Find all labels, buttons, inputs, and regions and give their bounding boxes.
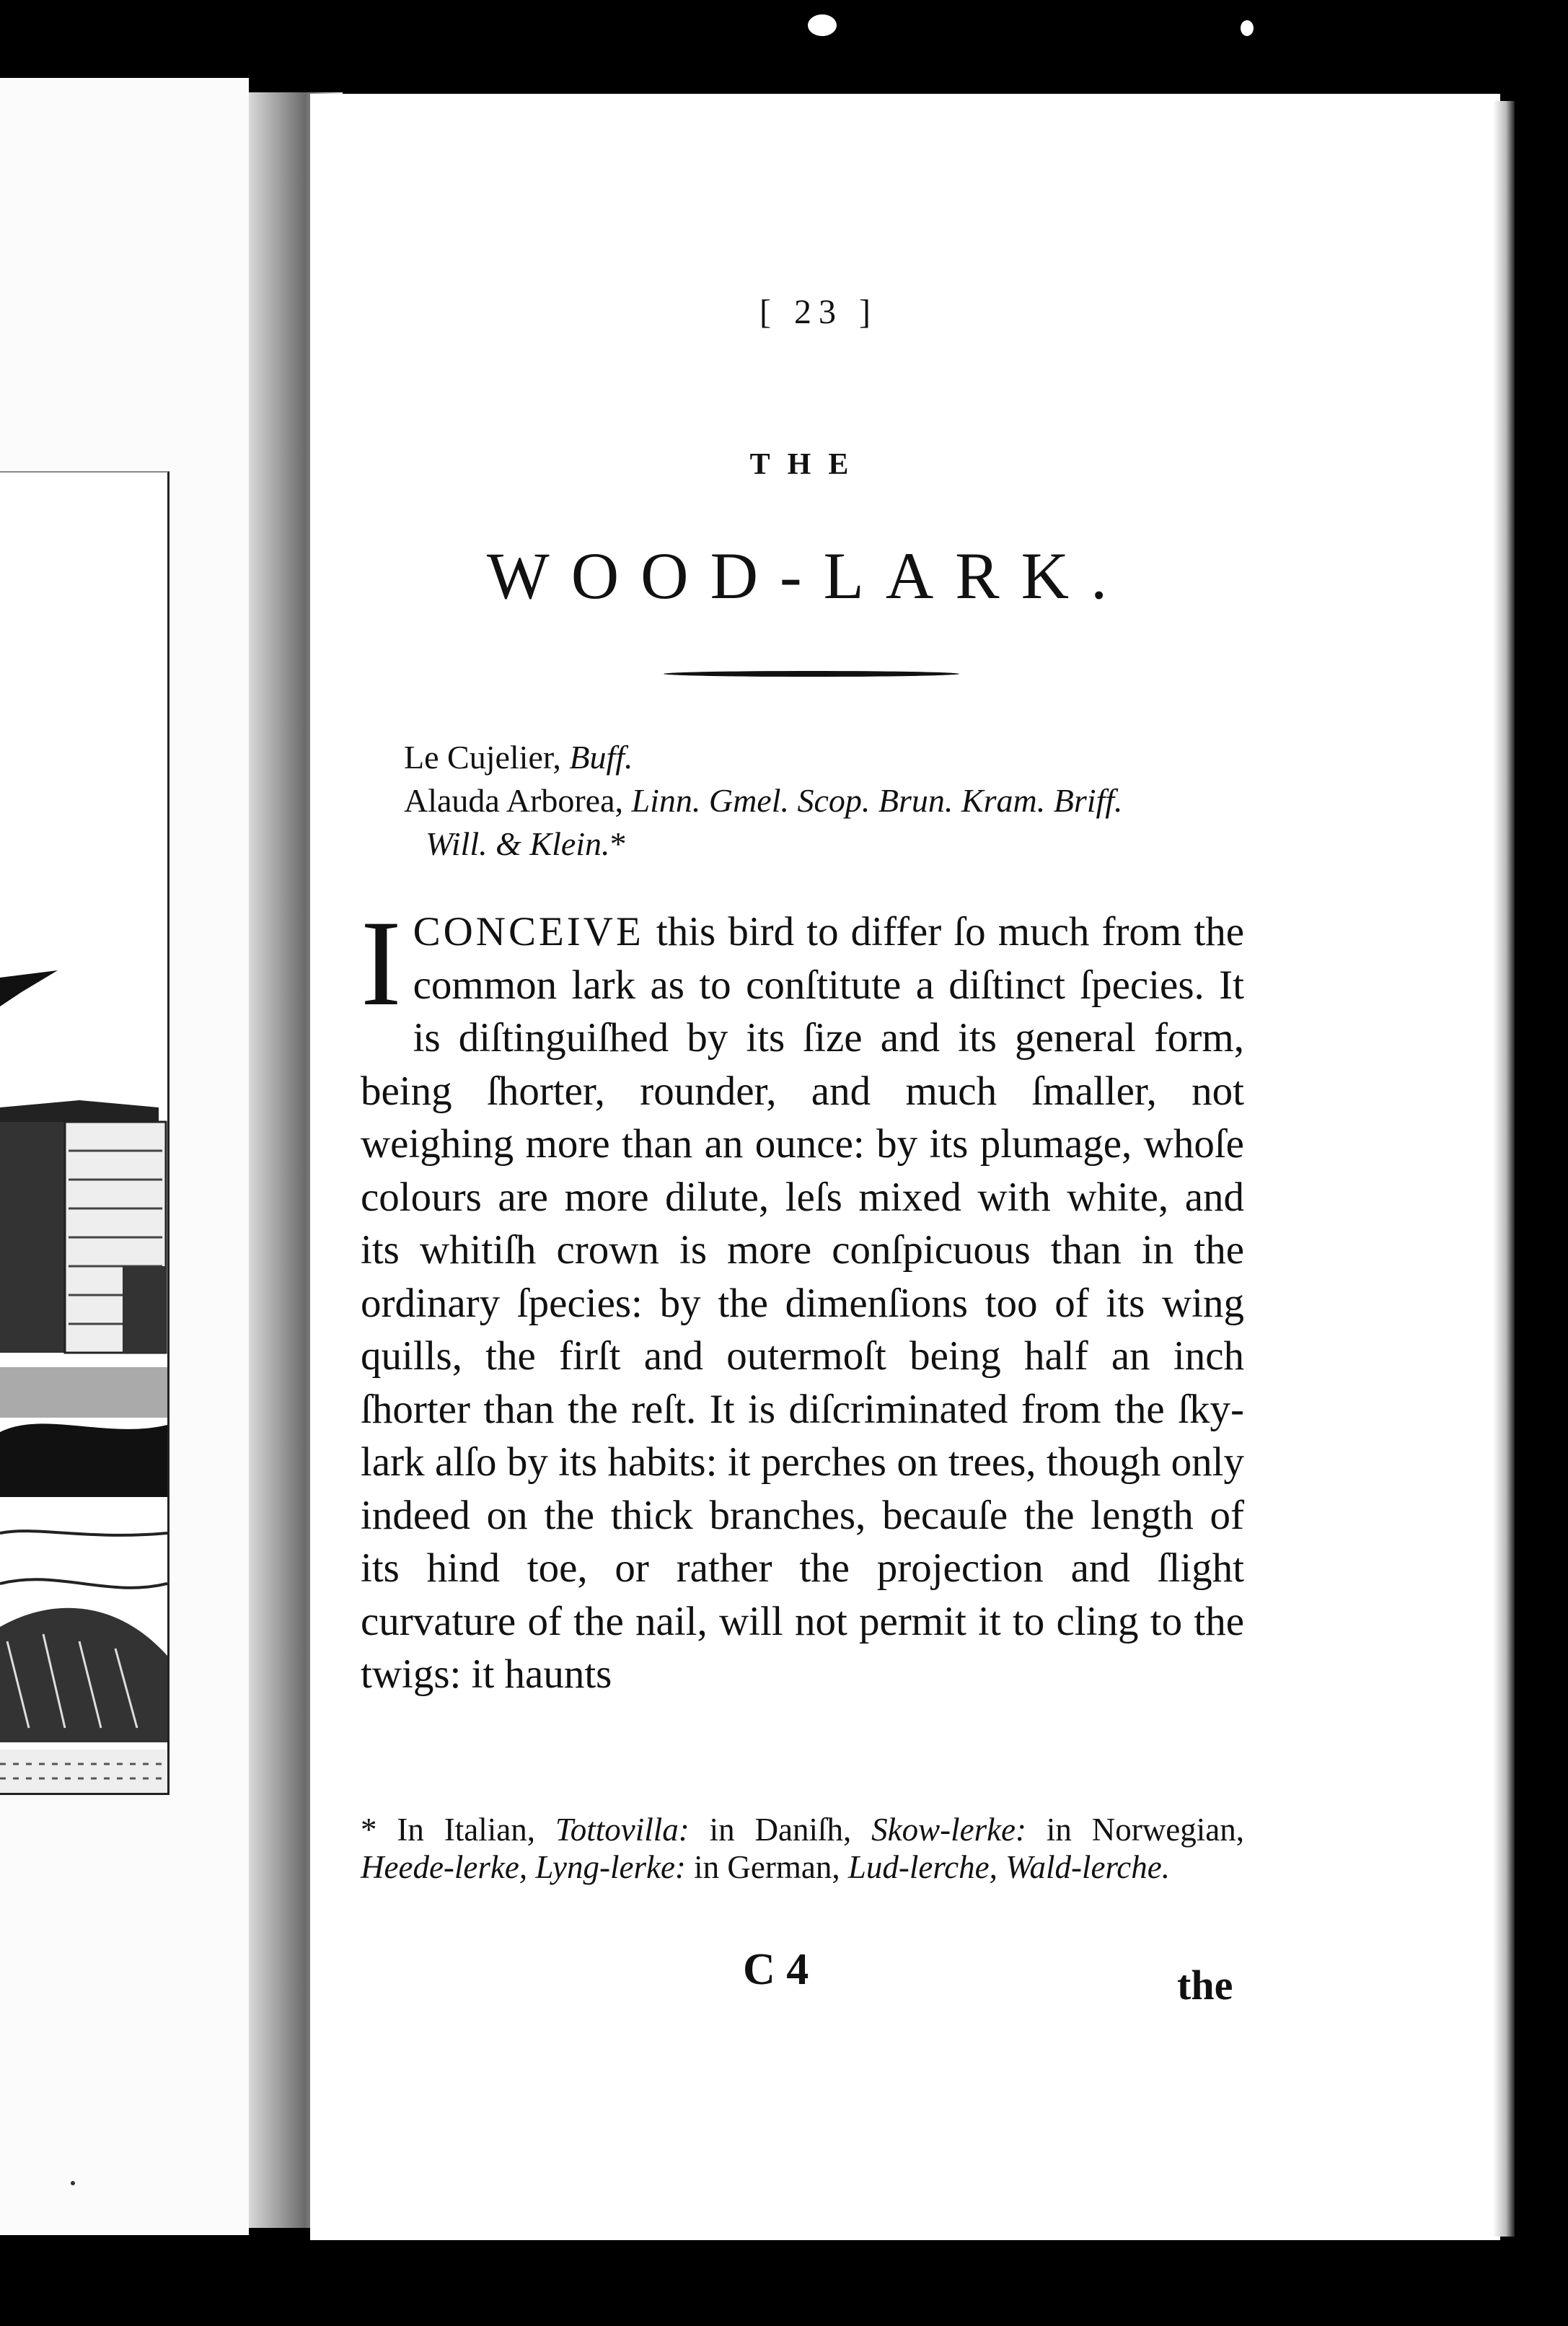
body-paragraph xyxy=(361,895,1244,1701)
synonym-authorities: Linn. Gmel. Scop. Brun. Kram. Briff. xyxy=(631,782,1123,819)
paragraph-text: this bird to differ ſo much from the common lark as to conſtitute a diſtinct ſpecies. It is diſtinguiſhed by its ſize and its general form, being ſhorter, rounder, and much ſmaller, not weighing more than an ounce: by its plumage, whoſe colours are more dilute, leſs mixed with white, and its whitiſh crown is more conſpicuous than in the ordinary ſpecies: by the dimenſions too of its wing quills, the firſt and outermoſt being half an inch ſhorter than the reſt. It is diſcriminated from the ſky-lark alſo by its habits: it perches on trees, though only indeed on the thick branches, becauſe the length of its hind toe, or rather the projection and ſlight curvature of the nail, will not permit it to cling to the twigs: it haunts xyxy=(361,909,1244,1697)
speck xyxy=(71,2181,75,2185)
synonym-text: Alauda Arborea, xyxy=(404,782,632,819)
synonym-list xyxy=(404,736,1269,866)
catchword: the xyxy=(1177,1962,1233,2009)
synonym-line-1 xyxy=(404,739,633,776)
footnote-term: Heede-lerke, Lyng-lerke: xyxy=(361,1849,686,1885)
synonym-line-2 xyxy=(404,779,1269,822)
speck xyxy=(1241,20,1254,36)
synonym-line-3 xyxy=(404,822,1269,866)
facing-page xyxy=(0,78,249,2235)
title-prefix: THE xyxy=(749,448,866,481)
synonym-authority: Buff. xyxy=(569,739,633,776)
signature-mark: C 4 xyxy=(743,1945,809,1994)
synonym-authorities: Will. & Klein. xyxy=(426,825,610,862)
drop-cap: I xyxy=(361,895,402,1031)
engraved-plate-fragment xyxy=(0,471,169,1795)
footnote-marker: * xyxy=(361,1812,397,1848)
footnote xyxy=(361,1811,1244,1886)
footnote-text: in Daniſh, xyxy=(689,1812,872,1848)
title-rule xyxy=(664,671,959,677)
page-title: WOOD-LARK. xyxy=(486,539,1129,613)
footnote-text: in German, xyxy=(685,1849,848,1885)
lead-word: CONCEIVE xyxy=(413,909,644,954)
footnote-term: Tottovilla: xyxy=(555,1812,690,1848)
footnote-marker: * xyxy=(609,825,627,862)
footnote-term: Lud-lerche, Wald-lerche. xyxy=(847,1849,1170,1885)
synonym-text: Le Cujelier, xyxy=(404,739,570,776)
footnote-text: In Italian, xyxy=(397,1812,555,1848)
page-number: [ 23 ] xyxy=(759,293,878,331)
footnote-text: in Norwegian, xyxy=(1026,1812,1244,1848)
page-edge xyxy=(1493,101,1515,2237)
footnote-term: Skow-lerke: xyxy=(871,1812,1027,1848)
speck xyxy=(808,14,837,36)
